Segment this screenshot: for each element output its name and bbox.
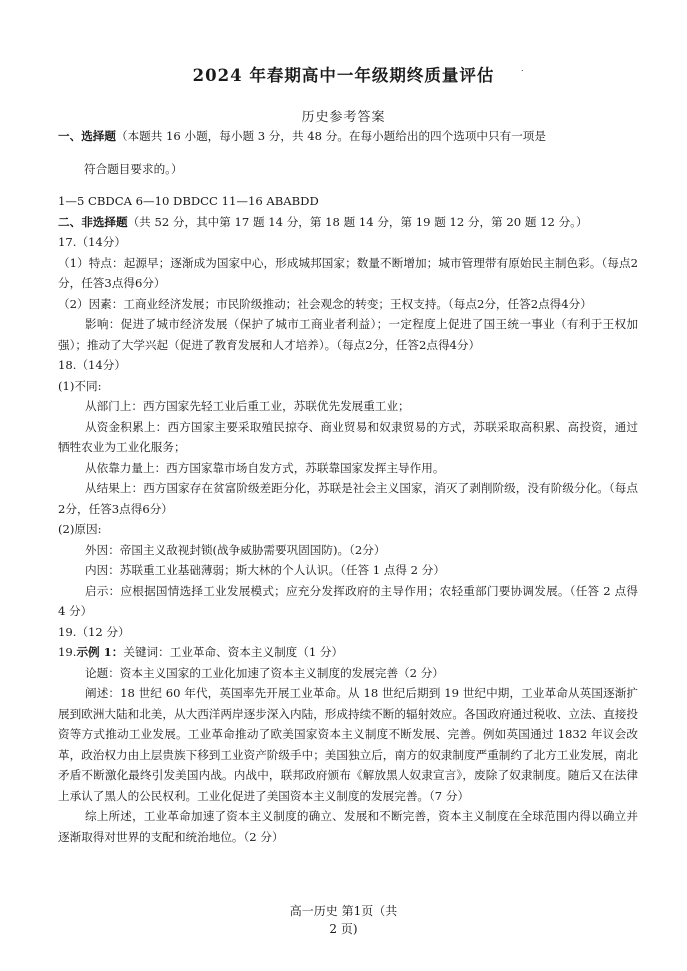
page-footer bbox=[0, 902, 687, 938]
section2-heading-line bbox=[58, 212, 638, 233]
section1-heading: 一、选择题 bbox=[58, 129, 116, 143]
q19-example-label: 示例 1： bbox=[76, 645, 124, 659]
document-title: 2024 年春期高中一年级期终质量评估 bbox=[192, 66, 495, 85]
q19-summary: 综上所述，工业革命加速了资本主义制度的确立、发展和不断完善，资本主义制度在全球范围内得以确立并逐渐取得对世界的支配和统治地位。（2 分） bbox=[58, 809, 638, 844]
q19-number: 19. bbox=[58, 645, 77, 659]
spacer bbox=[58, 147, 638, 159]
q18-inspiration: 启示：应根据国情选择工业发展模式；应充分发挥政府的主导作用；农轻重部门要协调发展。（任答 2 点得 4 分） bbox=[58, 583, 638, 618]
q17-influence: 影响：促进了城市经济发展（保护了城市工商业者利益）；一定程度上促进了国王统一事业（有利于王权加强）；推动了大学兴起（促进了教育发展和人才培养）。（每点2分，任答2点得4分） bbox=[58, 317, 638, 352]
q19-keywords: 关键词：工业革命、资本主义制度（1 分） bbox=[123, 645, 344, 659]
answer-content bbox=[58, 126, 638, 847]
footer-line2: 2 页) bbox=[329, 922, 358, 936]
section1-desc: （本题共 16 小题，每小题 3 分，共 48 分。在每小题给出的四个选项中只有一项是 bbox=[115, 129, 546, 143]
spacer bbox=[58, 179, 638, 191]
q19-example-line bbox=[58, 642, 638, 663]
q18-internal: 内因：苏联重工业基础薄弱；斯大林的个人认识。（任答 1 点得 2 分） bbox=[85, 563, 445, 577]
q18-sub2: (2)原因: bbox=[58, 522, 102, 536]
q19-body: 阐述：18 世纪 60 年代，英国率先开展工业革命。从 18 世纪后期到 19 世纪中期，工业革命从英国逐渐扩展到欧洲大陆和北美，从大西洋两岸逐步深入内陆，形成持续不断的辐射效应。各国政府通过税收、立法、直接投资等方式推动工业发展。工业革命推动了欧美国家资本主义制度不断发展、完善。例如英国通过 1832 年议会改革，政治权力由上层贵族下移到工业资产阶级手中；美国独立后，南方的奴隶制度严重制约了北方工业发展，南北矛盾不断激化最终引发美国内战。内战中，联邦政府颁布《解放黑人奴隶宣言》，废除了奴隶制度。随后又在法律上承认了黑人的公民权利。工业化促进了美国资本主义制度的发展完善。（7 分） bbox=[58, 686, 638, 803]
q18-sub1: (1)不同: bbox=[58, 378, 102, 393]
q17-head: 17.（14分） bbox=[58, 235, 126, 249]
q18-head: 18.（14分） bbox=[58, 358, 126, 372]
q19-thesis: 论题：资本主义国家的工业化加速了资本主义制度的发展完善（2 分） bbox=[85, 665, 444, 680]
q17-part1: （1）特点：起源早；逐渐成为国家中心，形成城邦国家；数量不断增加；城市管理带有原始民主制色彩。（每点2分，任答3点得6分） bbox=[58, 255, 638, 290]
section1-heading-line bbox=[58, 126, 638, 147]
footer-line1: 高一历史 第1页（共 bbox=[289, 904, 398, 918]
q18-result: 从结果上：西方国家存在贫富阶级差距分化，苏联是社会主义国家，消灭了剥削阶级，没有阶级分化。（每点2分，任答3点得6分） bbox=[58, 481, 638, 516]
q18-sector: 从部门上：西方国家先轻工业后重工业，苏联优先发展重工业； bbox=[85, 399, 410, 413]
q18-external: 外因：帝国主义敌视封锁(战争威胁需要巩固国防)。（2分） bbox=[85, 542, 386, 557]
section2-heading: 二、非选择题 bbox=[58, 214, 128, 229]
q19-head: 19.（12 分） bbox=[58, 624, 130, 639]
q18-force: 从依靠力量上：西方国家靠市场自发方式，苏联靠国家发挥主导作用。 bbox=[85, 460, 445, 475]
section2-desc: （共 52 分，其中第 17 题 14 分，第 18 题 14 分，第 19 题 12 分，第 20 题 12 分。） bbox=[127, 214, 588, 229]
q17-part2: （2）因素：工商业经济发展；市民阶级推动；社会观念的转变；王权支持。（每点2分，任答2点得4分） bbox=[58, 296, 592, 311]
title-dot-mark: . bbox=[521, 64, 524, 73]
document-subtitle: 历史参考答案 bbox=[301, 110, 386, 125]
section1-desc-cont: 符合题目要求的。） bbox=[84, 161, 183, 176]
q18-capital: 从资金积累上：西方国家主要采取殖民掠夺、商业贸易和奴隶贸易的方式，苏联采取高积累、高投资，通过牺牲农业为工业化服务； bbox=[58, 419, 638, 454]
choice-answers: 1—5 CBDCA 6—10 DBDCC 11—16 ABABDD bbox=[58, 194, 319, 208]
